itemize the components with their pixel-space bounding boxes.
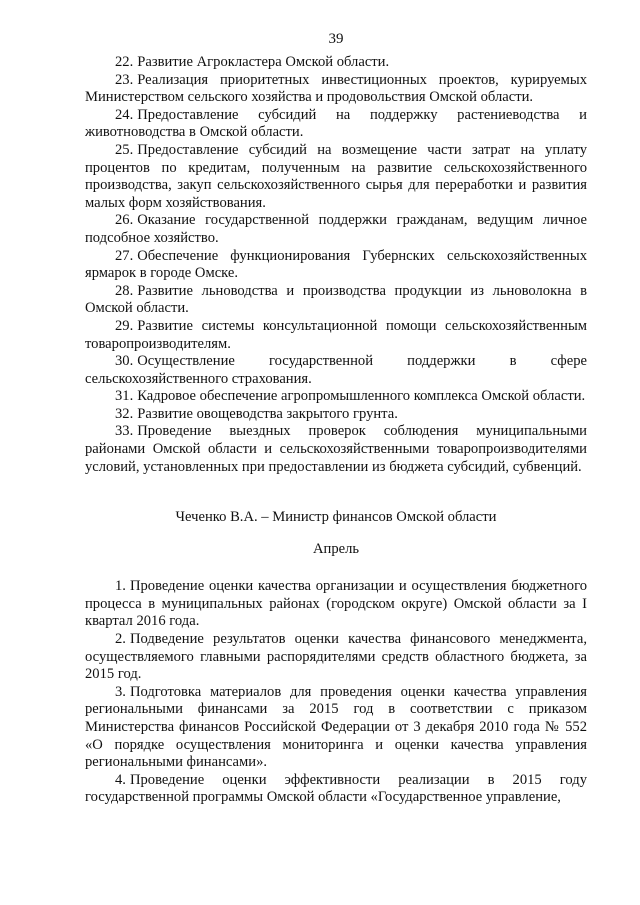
item-number: 1. (115, 578, 126, 595)
list-item (85, 283, 587, 318)
item-text: Предоставление субсидий на поддержку растениеводства и животноводства в Омской области. (85, 106, 587, 141)
list-item (85, 353, 587, 388)
item-number: 26. (115, 212, 134, 229)
list-item (85, 142, 587, 212)
item-text: Подготовка материалов для проведения оценки качества управления региональными финансами за 2015 год в соответствии с приказом Министерства финансов Российской Федерации от 3 декабря 2010 года № 552 «О порядке осуществления мониторинга и оценки качества управления региональными финансами». (85, 683, 587, 771)
list-item (85, 423, 587, 476)
list-item (85, 631, 587, 684)
item-number: 24. (115, 106, 134, 123)
item-text: Развитие Агрокластера Омской области. (137, 54, 390, 70)
list-item (85, 406, 587, 424)
item-number: 27. (115, 247, 134, 264)
list-item (85, 107, 587, 142)
item-text: Проведение оценки качества организации и осуществления бюджетного процесса в муниципальных районах (городском округе) Омской области за I квартал 2016 года. (85, 578, 587, 630)
item-text: Кадровое обеспечение агропромышленного комплекса Омской области. (137, 388, 586, 405)
document-page (85, 30, 587, 807)
item-text: Развитие овощеводства закрытого грунта. (137, 405, 398, 422)
item-number: 32. (115, 405, 134, 422)
item-number: 33. (115, 423, 134, 440)
list-item (85, 248, 587, 283)
list-item (85, 684, 587, 772)
finance-items-list (85, 578, 587, 807)
agriculture-items-list (85, 54, 587, 476)
list-item (85, 54, 587, 72)
item-number: 23. (115, 71, 134, 88)
item-number: 29. (115, 317, 134, 334)
month-heading: Апрель (312, 541, 360, 558)
item-number: 22. (115, 54, 134, 70)
list-item (85, 318, 587, 353)
item-text: Осуществление государственной поддержки в сфере сельскохозяйственного страхования. (85, 353, 587, 387)
item-text: Обеспечение функционирования Губернских сельскохозяйственных ярмарок в городе Омске. (85, 247, 587, 282)
item-text: Проведение выездных проверок соблюдения муниципальными районами Омской области и сельскохозяйственными товаропроизводителями условий, установленных при предоставлении из бюджета субсидий, субвенций. (85, 423, 587, 475)
item-number: 2. (115, 631, 126, 648)
item-number: 30. (115, 353, 134, 370)
page-number: 39 (328, 31, 344, 47)
list-item (85, 72, 587, 107)
item-number: 28. (115, 282, 134, 299)
list-item (85, 388, 587, 406)
person-heading: Чеченко В.А. – Министр финансов Омской области (175, 509, 497, 526)
item-text: Предоставление субсидий на возмещение части затрат на уплату процентов по кредитам, полученным на развитие сельскохозяйственного производства, закуп сельскохозяйственного сырья для переработки и развития малых форм хозяйствования. (85, 141, 587, 211)
item-number: 25. (115, 141, 134, 158)
item-text: Развитие системы консультационной помощи сельскохозяйственным товаропроизводителям. (85, 317, 587, 352)
item-number: 31. (115, 388, 134, 405)
list-item (85, 212, 587, 247)
item-text: Оказание государственной поддержки гражданам, ведущим личное подсобное хозяйство. (85, 212, 587, 246)
item-number: 4. (115, 771, 126, 788)
list-item (85, 578, 587, 631)
item-text: Проведение оценки эффективности реализации в 2015 году государственной программы Омской области «Государственное управление, (85, 771, 587, 806)
list-item (85, 772, 587, 807)
item-text: Подведение результатов оценки качества финансового менеджмента, осуществляемого главными распорядителями средств областного бюджета, за 2015 год. (85, 631, 587, 683)
item-number: 3. (115, 683, 126, 700)
item-text: Реализация приоритетных инвестиционных проектов, курируемых Министерством сельского хозяйства и продовольствия Омской области. (85, 71, 587, 106)
item-text: Развитие льноводства и производства продукции из льноволокна в Омской области. (85, 282, 587, 317)
